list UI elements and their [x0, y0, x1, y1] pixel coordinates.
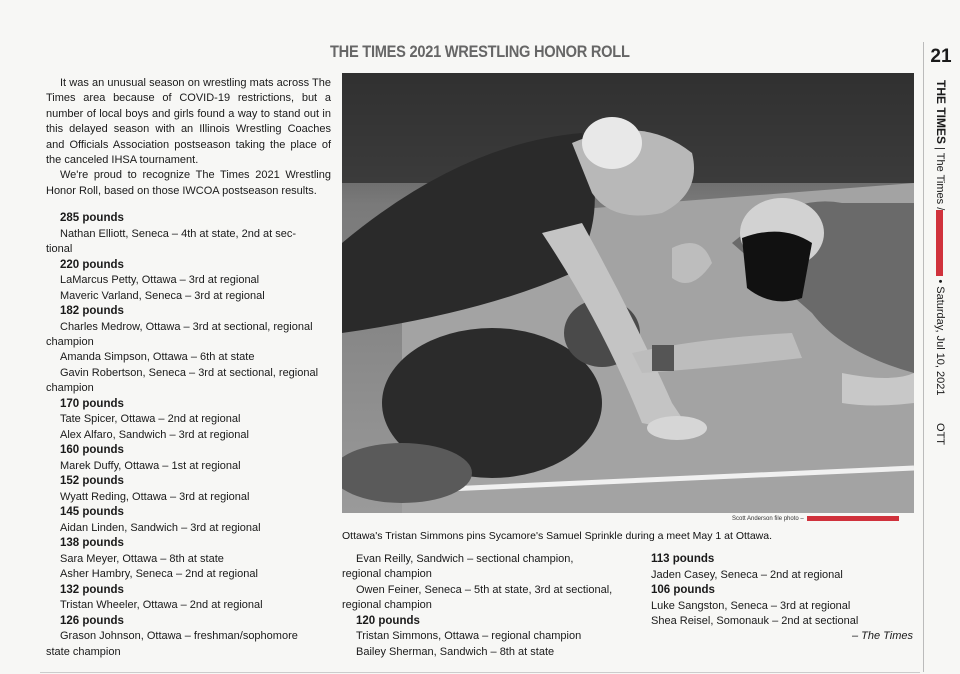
- entry-text: Alex Alfaro, Sandwich – 3rd at regional: [60, 428, 249, 441]
- honor-roll-entry: [46, 428, 331, 443]
- honor-roll-entry: [46, 289, 331, 304]
- weight-class-heading: 138 pounds: [60, 537, 124, 550]
- honor-roll-entry: [46, 350, 331, 365]
- entry-text: Sara Meyer, Ottawa – 8th at state: [60, 552, 224, 565]
- entry-text: Charles Medrow, Ottawa – 3rd at sectional, regional: [60, 320, 313, 333]
- signoff: – The Times: [851, 630, 913, 643]
- honor-roll-entry: [637, 599, 917, 614]
- entry-text: Wyatt Reding, Ottawa – 3rd at regional: [60, 490, 250, 503]
- entry-text: Gavin Robertson, Seneca – 3rd at sectional, regional: [60, 366, 319, 379]
- entry-text: Amanda Simpson, Ottawa – 6th at state: [60, 351, 255, 364]
- left-column: [46, 76, 331, 660]
- page-number: 21: [930, 46, 952, 67]
- honor-roll-entry: [46, 490, 331, 505]
- honor-roll-entry: [46, 366, 331, 397]
- intro-paragraph-1: It was an unusual season on wrestling mats across The Times area because of COVID-19 restrictions, but a number of local boys and girls found a way to stand out in this delayed season with an Illinois Wrestling Coaches and Officials Association postseason taking the place of the canceled IHSA tournament.: [46, 77, 331, 167]
- weight-class-heading: 126 pounds: [60, 614, 124, 627]
- entry-text: Owen Feiner, Seneca – 5th at state, 3rd at sectional,: [356, 583, 613, 596]
- entry-text: Asher Hambry, Seneca – 2nd at regional: [60, 568, 258, 581]
- honor-roll-entry: [46, 567, 331, 582]
- rail-separator: |: [934, 147, 946, 150]
- rail-divider: [923, 42, 924, 672]
- entry-text: Tate Spicer, Ottawa – 2nd at regional: [60, 413, 241, 426]
- rail-edition: OTT: [934, 423, 946, 446]
- column-3: [637, 552, 917, 645]
- entry-text: Grason Johnson, Ottawa – freshman/sophomore: [60, 630, 298, 643]
- entry-text: Tristan Simmons, Ottawa – regional champion: [356, 630, 582, 643]
- bottom-rule: [40, 672, 920, 673]
- entry-text: LaMarcus Petty, Ottawa – 3rd at regional: [60, 274, 260, 287]
- rail-section: The Times /: [934, 152, 946, 211]
- honor-roll-entry: [637, 568, 917, 583]
- honor-roll-entry: [46, 521, 331, 536]
- rail-date: Saturday, Jul 10, 2021: [934, 286, 946, 396]
- weight-class-heading: 132 pounds: [60, 583, 124, 596]
- honor-roll-entry: [342, 583, 627, 614]
- entry-continuation: champion: [46, 382, 94, 395]
- photo-caption: Ottawa's Tristan Simmons pins Sycamore's Samuel Sprinkle during a meet May 1 at Ottawa.: [342, 530, 773, 542]
- rail-redaction-bar: [936, 210, 943, 276]
- honor-roll-entry: [342, 629, 627, 644]
- weight-class-heading: 182 pounds: [60, 305, 124, 318]
- honor-roll-entry: [46, 227, 331, 258]
- weight-class-heading: 113 pounds: [651, 553, 715, 565]
- entry-continuation: tional: [46, 243, 73, 256]
- rail-brand: THE TIMES: [934, 80, 948, 145]
- weight-class-heading: 152 pounds: [60, 475, 124, 488]
- rail-bullet: •: [934, 279, 946, 284]
- entry-continuation: regional champion: [342, 599, 432, 612]
- honor-roll-entry: [46, 273, 331, 288]
- honor-roll-entry: [46, 459, 331, 474]
- honor-roll-entry: [46, 629, 331, 660]
- entry-text: Nathan Elliott, Seneca – 4th at state, 2nd at sec-: [60, 227, 297, 240]
- column-2: [342, 552, 627, 660]
- honor-roll-entry: [46, 320, 331, 351]
- photographer-redaction-bar: [807, 516, 899, 521]
- entry-text: Bailey Sherman, Sandwich – 8th at state: [356, 645, 555, 658]
- honor-roll-entry: [637, 614, 917, 629]
- honor-roll-entry: [342, 645, 627, 660]
- entry-text: Shea Reisel, Somonauk – 2nd at sectional: [651, 615, 859, 627]
- entry-text: Aidan Linden, Sandwich – 3rd at regional: [60, 521, 261, 534]
- weight-class-heading: 160 pounds: [60, 444, 124, 457]
- honor-roll-entry: [46, 598, 331, 613]
- page-rail: [932, 80, 950, 460]
- weight-class-heading: 285 pounds: [60, 212, 124, 225]
- entry-continuation: champion: [46, 336, 94, 349]
- entry-text: Maveric Varland, Seneca – 3rd at regional: [60, 289, 265, 302]
- wrestling-photo: [342, 73, 914, 513]
- honor-roll-entry: [46, 412, 331, 427]
- weight-class-heading: 170 pounds: [60, 397, 124, 410]
- entry-continuation: state champion: [46, 645, 121, 658]
- entry-text: Jaden Casey, Seneca – 2nd at regional: [651, 568, 843, 581]
- honor-roll-list: [46, 211, 331, 660]
- page-headline: THE TIMES 2021 WRESTLING HONOR ROLL: [330, 42, 630, 61]
- honor-roll-entry: [342, 552, 627, 583]
- weight-class-heading: 120 pounds: [356, 614, 420, 627]
- honor-roll-entry: [46, 552, 331, 567]
- entry-text: Evan Reilly, Sandwich – sectional champion,: [356, 553, 574, 565]
- weight-class-heading: 145 pounds: [60, 506, 124, 519]
- weight-class-heading: 220 pounds: [60, 258, 124, 271]
- entry-text: Marek Duffy, Ottawa – 1st at regional: [60, 459, 241, 472]
- entry-text: Tristan Wheeler, Ottawa – 2nd at regional: [60, 599, 263, 612]
- photo-credit-text: Scott Anderson file photo –: [732, 516, 804, 523]
- weight-class-heading: 106 pounds: [651, 584, 715, 596]
- entry-text: Luke Sangston, Seneca – 3rd at regional: [651, 599, 851, 612]
- intro-paragraph-2: We're proud to recognize The Times 2021 Wrestling Honor Roll, based on those IWCOA postseason results.: [46, 169, 331, 197]
- photo-credit: [732, 516, 899, 522]
- entry-continuation: regional champion: [342, 568, 432, 581]
